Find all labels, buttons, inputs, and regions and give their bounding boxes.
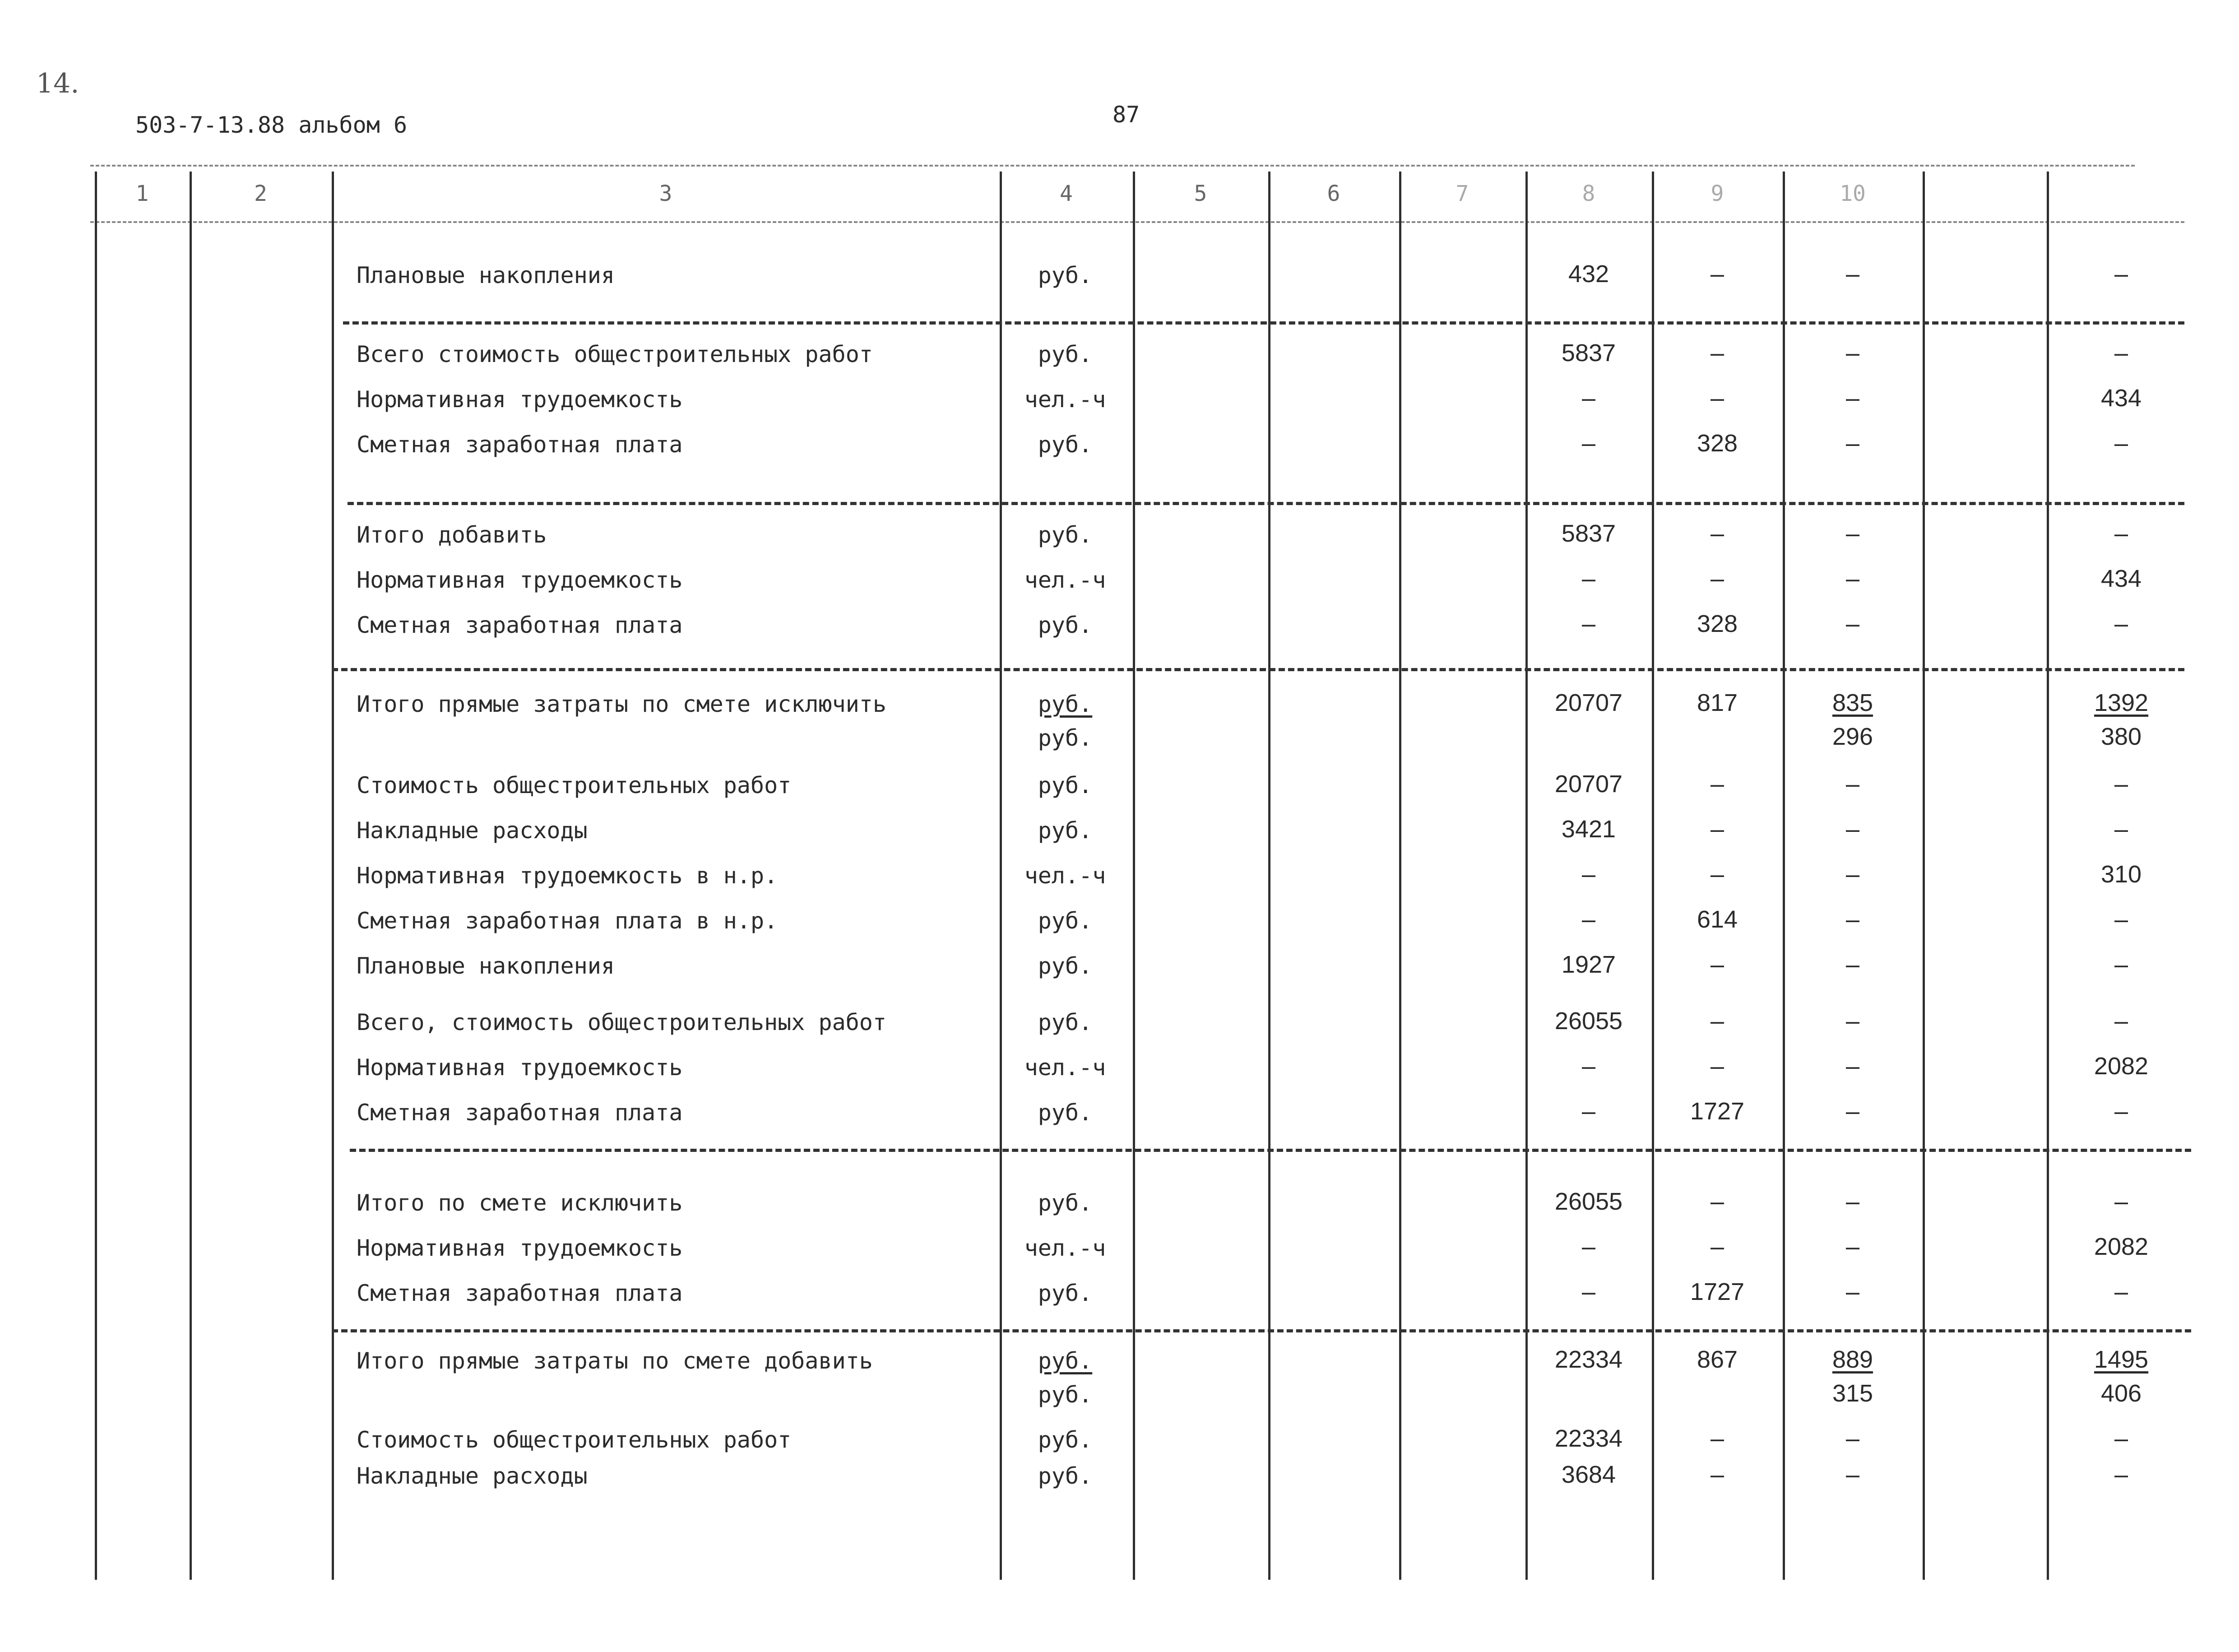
row-unit: руб. <box>1038 612 1093 638</box>
column-divider <box>1000 172 1002 1580</box>
section-separator <box>332 1329 2191 1332</box>
row-label: Сметная заработная плата <box>357 1280 683 1306</box>
cell-col-10-secondary: 315 <box>1832 1380 1873 1407</box>
page-number: 87 <box>1113 102 1140 128</box>
cell-col-8: – <box>1581 906 1596 933</box>
column-number: 2 <box>254 181 267 206</box>
cell-col-10: – <box>1845 861 1860 888</box>
cell-col-last: 434 <box>2100 565 2142 592</box>
cell-col-last: 1495 <box>2094 1346 2149 1373</box>
cell-col-8: – <box>1581 565 1596 592</box>
column-divider <box>332 172 334 1580</box>
column-divider <box>1268 172 1270 1580</box>
cell-col-8: 20707 <box>1554 770 1623 798</box>
row-label: Итого прямые затраты по смете добавить <box>357 1348 873 1374</box>
cell-col-last: – <box>2114 816 2128 843</box>
row-unit: чел.-ч <box>1024 567 1106 593</box>
cell-col-last: – <box>2114 1188 2128 1215</box>
cell-col-9: – <box>1710 951 1724 978</box>
cell-col-9: – <box>1710 520 1724 547</box>
cell-col-10: – <box>1845 610 1860 637</box>
table-top-line <box>90 165 2135 167</box>
cell-col-last: – <box>2114 906 2128 933</box>
cell-col-last: – <box>2114 1425 2128 1452</box>
cell-col-9: – <box>1710 565 1724 592</box>
cell-col-9: – <box>1710 1425 1724 1452</box>
cell-col-last: – <box>2114 610 2128 637</box>
cell-col-10: – <box>1845 565 1860 592</box>
section-separator <box>348 502 2184 505</box>
cell-col-8: – <box>1581 610 1596 637</box>
cell-col-10: – <box>1845 816 1860 843</box>
cell-col-9: – <box>1710 339 1724 367</box>
cell-col-10: – <box>1845 770 1860 798</box>
row-unit: руб. <box>1038 522 1093 548</box>
cell-col-9: 328 <box>1697 610 1738 637</box>
cell-col-9: – <box>1710 1233 1724 1260</box>
row-unit: руб. <box>1038 908 1093 934</box>
column-number: 7 <box>1456 181 1469 206</box>
cell-col-8: – <box>1581 1233 1596 1260</box>
cell-col-last: 2082 <box>2094 1053 2149 1080</box>
row-unit-secondary: руб. <box>1038 725 1093 751</box>
cell-col-8: 26055 <box>1554 1007 1623 1035</box>
row-label: Плановые накопления <box>357 262 615 288</box>
row-label: Итого прямые затраты по смете исключить <box>357 691 886 717</box>
column-divider <box>1923 172 1925 1580</box>
cell-col-9: – <box>1710 1188 1724 1215</box>
cell-col-8: 432 <box>1568 260 1609 288</box>
cell-col-10: – <box>1845 1278 1860 1305</box>
cell-col-10: – <box>1845 906 1860 933</box>
row-label: Всего стоимость общестроительных работ <box>357 341 873 367</box>
row-unit-secondary: руб. <box>1038 1382 1093 1408</box>
row-label: Итого добавить <box>357 522 547 548</box>
row-unit: руб. <box>1038 1348 1093 1374</box>
section-separator <box>350 1149 2191 1152</box>
cell-col-9: – <box>1710 861 1724 888</box>
column-number: 1 <box>135 181 149 206</box>
cell-col-8: 26055 <box>1554 1188 1623 1215</box>
cell-col-8: 5837 <box>1561 339 1616 367</box>
cell-col-10: – <box>1845 1098 1860 1125</box>
cell-col-9: – <box>1710 385 1724 412</box>
row-unit: руб. <box>1038 1009 1093 1035</box>
row-label: Нормативная трудоемкость в н.р. <box>357 863 778 889</box>
row-unit: чел.-ч <box>1024 863 1106 889</box>
row-unit: руб. <box>1038 1280 1093 1306</box>
cell-col-9: 1727 <box>1690 1098 1745 1125</box>
row-unit: руб. <box>1038 432 1093 458</box>
column-divider <box>1133 172 1135 1580</box>
cell-col-10: – <box>1845 1461 1860 1488</box>
column-number: 3 <box>659 181 672 206</box>
column-number: 10 <box>1840 181 1866 206</box>
row-unit: руб. <box>1038 691 1093 717</box>
cell-col-last: – <box>2114 951 2128 978</box>
row-unit: руб. <box>1038 1427 1093 1453</box>
cell-col-last: 2082 <box>2094 1233 2149 1260</box>
column-number: 6 <box>1327 181 1340 206</box>
cell-col-10: – <box>1845 385 1860 412</box>
cell-col-10: – <box>1845 1053 1860 1080</box>
column-divider <box>190 172 192 1580</box>
cell-col-last-secondary: 406 <box>2100 1380 2142 1407</box>
row-unit: руб. <box>1038 1463 1093 1489</box>
cell-col-last: – <box>2114 1461 2128 1488</box>
row-unit: руб. <box>1038 953 1093 979</box>
column-divider <box>95 172 97 1580</box>
row-unit: чел.-ч <box>1024 1054 1106 1081</box>
cell-col-8: – <box>1581 385 1596 412</box>
cell-col-8: – <box>1581 1098 1596 1125</box>
cell-col-10: – <box>1845 520 1860 547</box>
cell-col-10: – <box>1845 951 1860 978</box>
row-label: Нормативная трудоемкость <box>357 386 683 413</box>
cell-col-8: – <box>1581 430 1596 457</box>
cell-col-9: 614 <box>1697 906 1738 933</box>
column-number: 8 <box>1582 181 1595 206</box>
cell-col-8: 3421 <box>1561 816 1616 843</box>
row-label: Нормативная трудоемкость <box>357 1054 683 1081</box>
row-label: Сметная заработная плата <box>357 612 683 638</box>
row-unit: чел.-ч <box>1024 386 1106 413</box>
cell-col-9: – <box>1710 816 1724 843</box>
cell-col-9: 328 <box>1697 430 1738 457</box>
column-number: 4 <box>1060 181 1073 206</box>
cell-col-10: – <box>1845 1007 1860 1035</box>
cell-col-9: 1727 <box>1690 1278 1745 1305</box>
cell-col-8: 5837 <box>1561 520 1616 547</box>
row-label: Нормативная трудоемкость <box>357 567 683 593</box>
cell-col-last: – <box>2114 1278 2128 1305</box>
section-separator <box>332 668 2184 671</box>
row-unit: руб. <box>1038 1100 1093 1126</box>
row-unit: руб. <box>1038 1190 1093 1216</box>
cell-col-9: – <box>1710 1461 1724 1488</box>
cell-col-last: – <box>2114 770 2128 798</box>
row-label: Сметная заработная плата в н.р. <box>357 908 778 934</box>
column-divider <box>1399 172 1401 1580</box>
cell-col-10: – <box>1845 1233 1860 1260</box>
column-number: 9 <box>1711 181 1724 206</box>
cell-col-10: – <box>1845 430 1860 457</box>
cell-col-8: 22334 <box>1554 1425 1623 1452</box>
cell-col-last-secondary: 380 <box>2100 723 2142 750</box>
cell-col-10: – <box>1845 1188 1860 1215</box>
cell-col-9: – <box>1710 260 1724 288</box>
row-unit: руб. <box>1038 262 1093 288</box>
cell-col-10-secondary: 296 <box>1832 723 1873 750</box>
cell-col-8: – <box>1581 1053 1596 1080</box>
cell-col-10: – <box>1845 260 1860 288</box>
cell-col-8: – <box>1581 1278 1596 1305</box>
cell-col-10: – <box>1845 339 1860 367</box>
cell-col-last: – <box>2114 1007 2128 1035</box>
cell-col-last: 434 <box>2100 385 2142 412</box>
row-unit: руб. <box>1038 341 1093 367</box>
cell-col-last: – <box>2114 1098 2128 1125</box>
cell-col-last: 1392 <box>2094 689 2149 716</box>
cell-col-9: – <box>1710 770 1724 798</box>
cell-col-10: 835 <box>1832 689 1873 716</box>
cell-col-8: 22334 <box>1554 1346 1623 1373</box>
row-unit: чел.-ч <box>1024 1235 1106 1261</box>
cell-col-last: 310 <box>2100 861 2142 888</box>
cell-col-10: 889 <box>1832 1346 1873 1373</box>
cell-col-9: – <box>1710 1007 1724 1035</box>
row-unit: руб. <box>1038 817 1093 844</box>
cell-col-10: – <box>1845 1425 1860 1452</box>
section-separator <box>343 321 2184 325</box>
row-label: Накладные расходы <box>357 1463 588 1489</box>
cell-col-8: 3684 <box>1561 1461 1616 1488</box>
row-label: Сметная заработная плата <box>357 1100 683 1126</box>
row-label: Сметная заработная плата <box>357 432 683 458</box>
cell-col-last: – <box>2114 339 2128 367</box>
cell-col-last: – <box>2114 430 2128 457</box>
header-bottom-line <box>90 221 2184 223</box>
column-number: 5 <box>1194 181 1207 206</box>
cell-col-last: – <box>2114 260 2128 288</box>
document-code: 503-7-13.88 альбом 6 <box>135 112 408 138</box>
row-label: Стоимость общестроительных работ <box>357 1427 792 1453</box>
cell-col-9: 867 <box>1697 1346 1738 1373</box>
row-label: Накладные расходы <box>357 817 588 844</box>
cell-col-8: – <box>1581 861 1596 888</box>
cell-col-9: – <box>1710 1053 1724 1080</box>
corner-mark: 14. <box>36 68 79 99</box>
row-label: Всего, стоимость общестроительных работ <box>357 1009 886 1035</box>
row-label: Итого по смете исключить <box>357 1190 683 1216</box>
cell-col-last: – <box>2114 520 2128 547</box>
cell-col-8: 20707 <box>1554 689 1623 716</box>
row-unit: руб. <box>1038 772 1093 798</box>
cell-col-8: 1927 <box>1561 951 1616 978</box>
cell-col-9: 817 <box>1697 689 1738 716</box>
row-label: Плановые накопления <box>357 953 615 979</box>
row-label: Стоимость общестроительных работ <box>357 772 792 798</box>
row-label: Нормативная трудоемкость <box>357 1235 683 1261</box>
